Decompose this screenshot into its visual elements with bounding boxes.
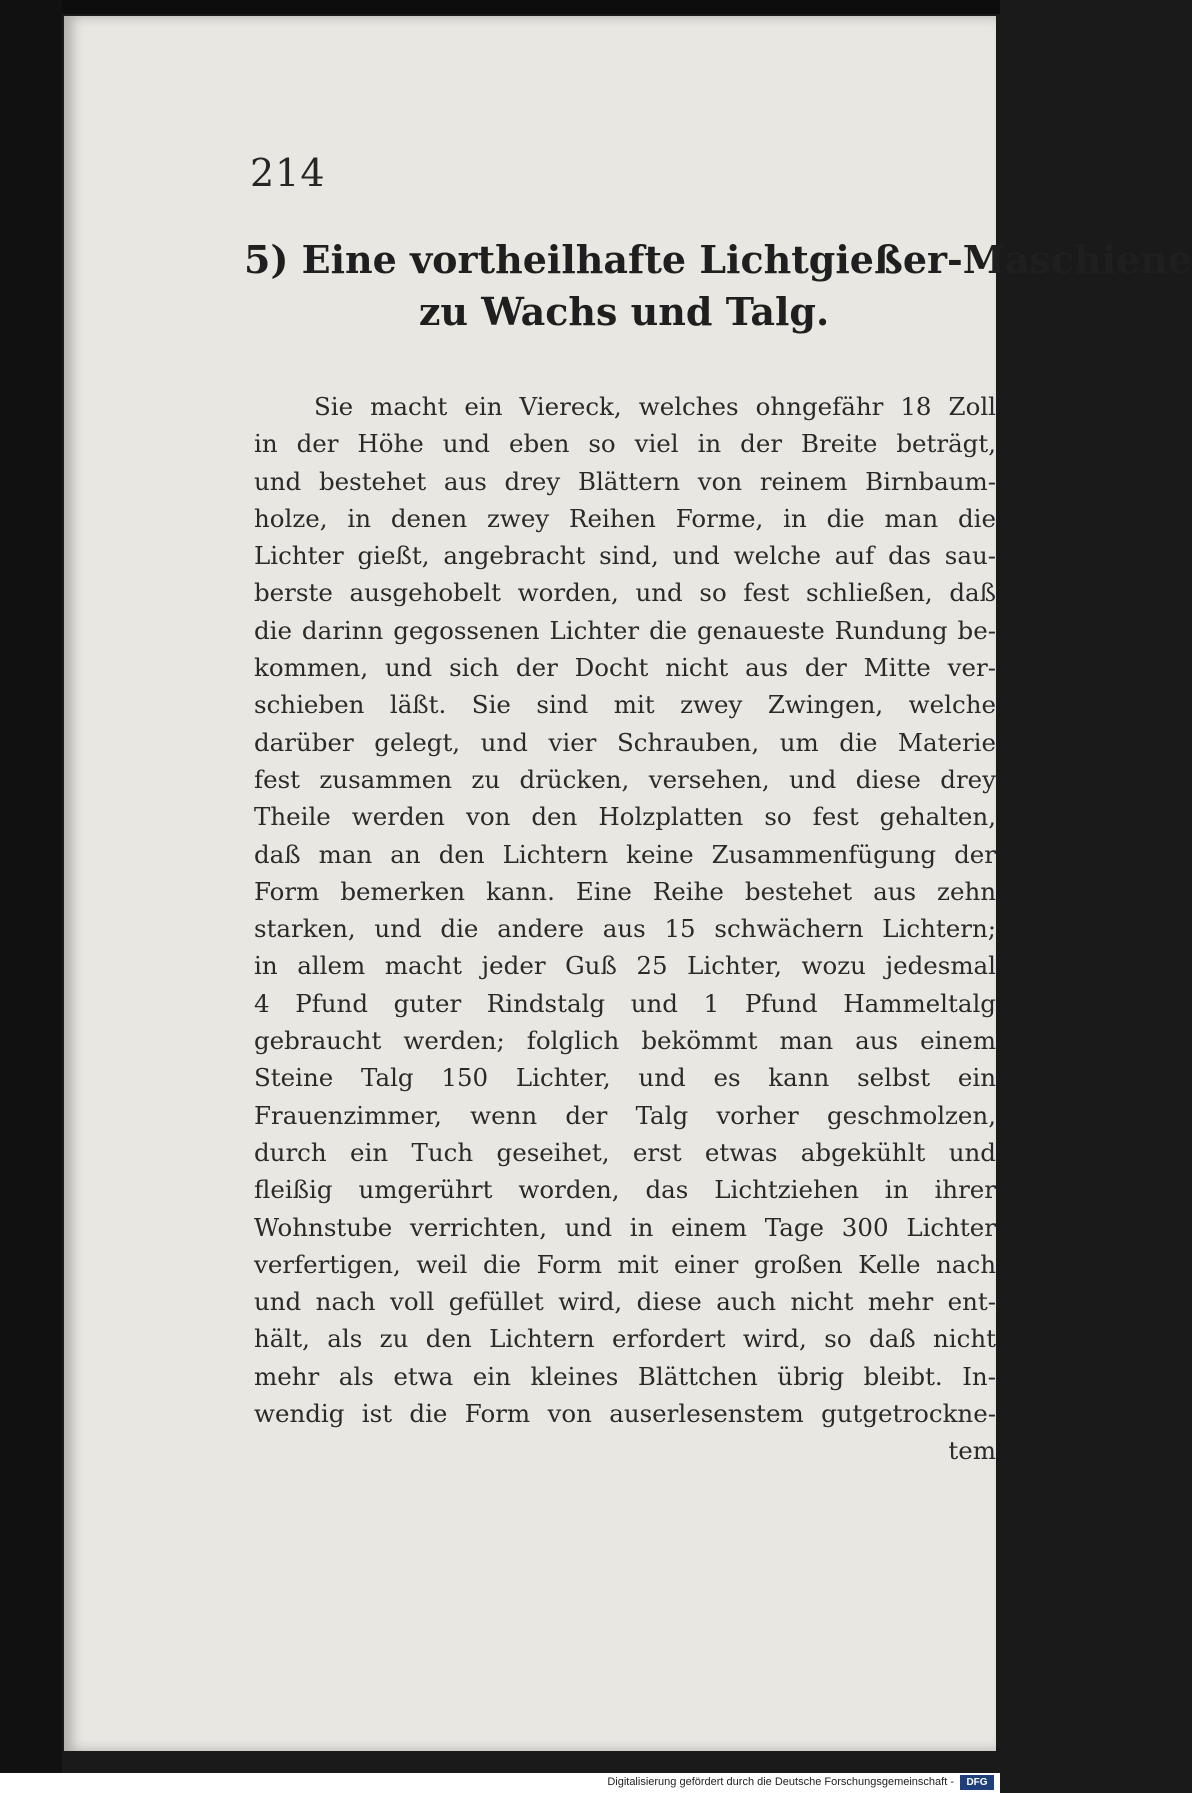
- text-line: Steine Talg 150 Lichter, und es kann selbst ein: [254, 1063, 996, 1093]
- page-content: [64, 16, 1192, 1751]
- text-line: darüber gelegt, und vier Schrauben, um die Materie: [254, 727, 996, 757]
- text-line: und bestehet aus drey Blättern von reinem Birnbaum-: [254, 466, 996, 496]
- book-page: [64, 16, 1192, 1751]
- page-number: 214: [250, 151, 326, 195]
- text-line: starken, und die andere aus 15 schwächern Lichtern;: [254, 914, 996, 944]
- text-line: Theile werden von den Holzplatten so fest gehalten,: [254, 802, 996, 832]
- text-line: und nach voll gefüllet wird, diese auch nicht mehr ent-: [254, 1287, 996, 1317]
- text-line: holze, in denen zwey Reihen Forme, in die man die: [254, 503, 996, 533]
- text-line: hält, als zu den Lichtern erfordert wird, so daß nicht: [254, 1324, 996, 1354]
- text-line: Sie macht ein Viereck, welches ohngefähr 18 Zoll: [314, 392, 996, 421]
- text-line: in der Höhe und eben so viel in der Breite beträgt,: [254, 429, 996, 459]
- text-line: verfertigen, weil die Form mit einer großen Kelle nach: [254, 1249, 996, 1279]
- text-line: gebraucht werden; folglich bekömmt man aus einem: [254, 1026, 996, 1056]
- text-line: wendig ist die Form von auserlesenstem gutgetrockne-: [254, 1399, 996, 1429]
- text-line: fleißig umgerührt worden, das Lichtziehen in ihrer: [254, 1175, 996, 1205]
- text-line: schieben läßt. Sie sind mit zwey Zwingen, welche: [254, 690, 996, 720]
- text-line: mehr als etwa ein kleines Blättchen übrig bleibt. In-: [254, 1361, 996, 1391]
- text-line: daß man an den Lichtern keine Zusammenfügung der: [254, 839, 996, 869]
- text-line: fest zusammen zu drücken, versehen, und diese drey: [254, 764, 996, 794]
- text-line: die darinn gegossenen Lichter die genaueste Rundung be-: [254, 615, 996, 645]
- text-line: in allem macht jeder Guß 25 Lichter, wozu jedesmal: [254, 951, 996, 981]
- text-line: durch ein Tuch geseihet, erst etwas abgekühlt und: [254, 1137, 996, 1167]
- text-line: berste ausgehobelt worden, und so fest schließen, daß: [254, 578, 996, 608]
- chapter-heading: [244, 234, 1192, 338]
- text-line: 4 Pfund guter Rindstalg und 1 Pfund Hammeltalg: [254, 988, 996, 1018]
- dfg-logo: DFG: [960, 1775, 994, 1790]
- text-line: Frauenzimmer, wenn der Talg vorher geschmolzen,: [254, 1100, 996, 1130]
- catchword: tem: [948, 1436, 996, 1466]
- heading-line-1: 5) Eine vortheilhafte Lichtgießer-Maschiene: [244, 237, 1192, 282]
- body-text: [254, 388, 996, 1470]
- text-line: kommen, und sich der Docht nicht aus der Mitte ver-: [254, 653, 996, 683]
- text-line: Lichter gießt, angebracht sind, und welche auf das sau-: [254, 541, 996, 571]
- text-line: Form bemerken kann. Eine Reihe bestehet aus zehn: [254, 876, 996, 906]
- scan-left-edge: [0, 0, 62, 1793]
- footer-credit: Digitalisierung gefördert durch die Deutsche Forschungsgemeinschaft -: [607, 1776, 954, 1788]
- scan-top-edge: [0, 0, 1000, 14]
- text-line: Wohnstube verrichten, und in einem Tage 300 Lichter: [254, 1212, 996, 1242]
- heading-line-2: zu Wachs und Talg.: [418, 289, 830, 334]
